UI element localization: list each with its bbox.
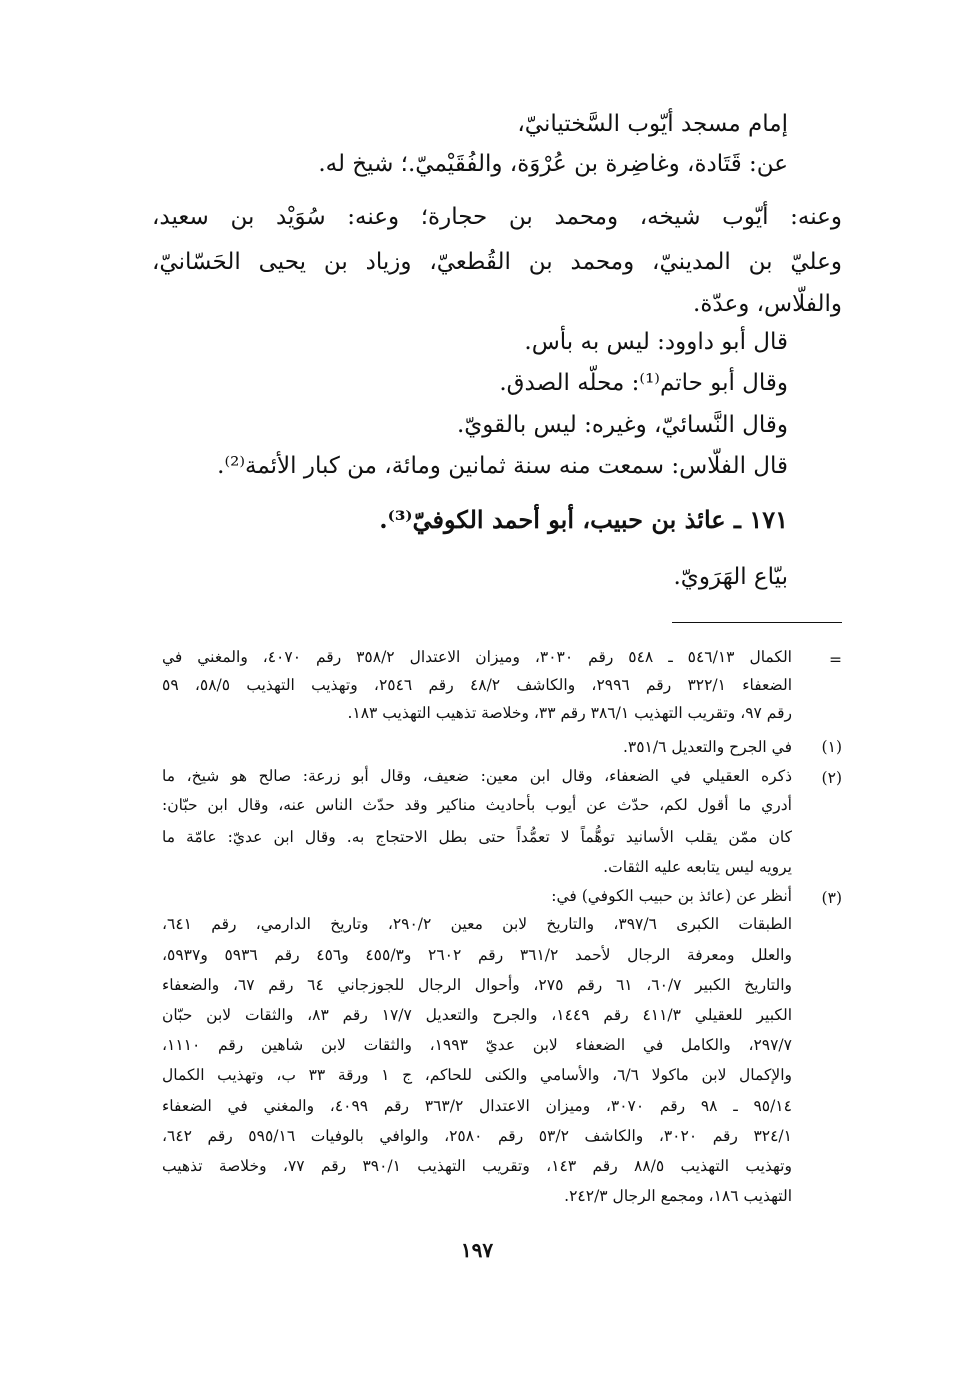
footnote-line: في الجرح والتعديل ٣٥١/٦. (622, 738, 792, 756)
body-line: عن: قَتَادة، وغاضِرة بن عُرْوَة، والفُقَيْميّ.؛ شيخ له. (318, 151, 788, 177)
footnote-line: أدري ما أقول لكم، حدّث عن أيوب بأحاديث مناكير وقد حدّث الناس عنه، وقال ابن حبّان: (162, 796, 792, 814)
page-number: ١٩٧ (460, 1238, 494, 1262)
footnote-line: ٩٥/١٤ ـ ٩٨ رقم ٣٠٧٠، وميزان الاعتدال ٣٦٣/٢ رقم ٤٠٩٩، والمغني في الضعفاء (162, 1097, 792, 1115)
body-line: وعنه: أيّوب شيخه، ومحمد بن حجارة؛ وعنه: سُوَيْد بن سعيد، (152, 204, 842, 230)
footnote-line: التهذيب ١٨٦، ومجمع الرجال ٢٤٢/٣. (564, 1187, 792, 1205)
footnote-line: الضعفاء ٣٢٢/١ رقم ٢٩٩٦، والكاشف ٤٨/٢ رقم ٢٥٤٦، وتهذيب التهذيب ٥٨/٥، ٥٩ (162, 676, 792, 694)
footnote-line: يرويه ليس يتابعه عليه الثقات. (603, 858, 792, 876)
footnote-line: رقم ٩٧، وتقريب التهذيب ٣٨٦/١ رقم ٣٣، وخلاصة تذهيب التهذيب ١٨٣. (347, 704, 792, 722)
body-line: قال الفلّاس: سمعت منه سنة ثمانين ومائة، من كبار الأئمة⁽²⁾. (217, 453, 788, 479)
footnote-line: ٣٢٤/١ رقم ٣٠٢٠، والكاشف ٥٣/٢ رقم ٢٥٨٠، والوافي بالوفيات ٥٩٥/١٦ رقم ٦٤٢، (162, 1127, 792, 1145)
footnote-line: الكمال ٥٤٦/١٣ ـ ٥٤٨ رقم ٣٠٣٠، وميزان الاعتدال ٣٥٨/٢ رقم ٤٠٧٠، والمغني في (162, 648, 792, 666)
body-line: وقال أبو حاتم⁽¹⁾: محلّه الصدق. (499, 370, 788, 396)
body-line: والفلّاس، وعدّة. (693, 291, 842, 317)
footnote-line: كان ممّن يقلب الأسانيد توهُّماً لا تعمُّداً حتى بطل الاحتجاج به. وقال ابن عديّ: عامّة ما (162, 828, 792, 846)
footnote-line: ٢٩٧/٧، والكامل في الضعفاء لابن عديّ ١٩٩٣، والثقات لابن شاهين رقم ١١١٠، (162, 1036, 792, 1054)
footnote-line: والإكمال لابن ماكولا ٦/٦، والأسامي والكنى للحاكم، ج ١ ورقة ٣٣ ب، وتهذيب الكمال (162, 1066, 792, 1084)
footnote-marker-3: (٣) (821, 889, 842, 907)
entry-subline: بيّاع الهَرَويّ. (673, 564, 788, 590)
footnote-marker-2: (٢) (821, 769, 842, 787)
body-line: إمام مسجد أيّوب السَّختيانيّ، (517, 111, 788, 137)
footnote-line: وتهذيب التهذيب ٨٨/٥ رقم ١٤٣، وتقريب التهذيب ٣٩٠/١ رقم ٧٧، وخلاصة تذهيب (162, 1157, 792, 1175)
body-line: وقال النَّسائيّ، وغيره: ليس بالقويّ. (456, 412, 788, 438)
footnote-line: والتاريخ الكبير ٦٠/٧، ٦١ رقم ٢٧٥، وأحوال الرجال للجوزجاني ٦٤ رقم ٦٧، والضعفاء (162, 976, 792, 994)
footnote-line: ذكره العقيلي في الضعفاء، وقال ابن معين: ضعيف، وقال أبو زرعة: صالح هو شيخ، ما (162, 767, 792, 785)
body-line: قال أبو داوود: ليس به بأس. (524, 329, 788, 355)
footnote-line: أنظر عن (عائذ بن حبيب الكوفي) في: (551, 887, 792, 905)
footnote-line: والعلل ومعرفة الرجال لأحمد ٣٦١/٢ رقم ٢٦٠٢ و٤٥٥/٣ و٤٥٦ رقم ٥٩٣٦ و٥٩٣٧، (162, 946, 792, 964)
footnote-line: الكبير للعقيلي ٤١١/٣ رقم ١٤٤٩، والجرح والتعديل ١٧/٧ رقم ٨٣، والثقات لابن حبّان (162, 1006, 793, 1024)
footnote-line: الطبقات الكبرى ٣٩٧/٦، والتاريخ لابن معين ٢٩٠/٢، وتاريخ الدارمي، رقم ٦٤١، (162, 915, 792, 933)
footnote-separator (672, 622, 842, 623)
entry-heading: ١٧١ ـ عائذ بن حبيب، أبو أحمد الكوفيّ⁽³⁾. (379, 505, 788, 534)
body-line: وعليّ بن المدينيّ، ومحمد بن القُطعيّ، وزياد بن يحيى الحَسّانيّ، (152, 249, 842, 275)
footnote-marker-1: (١) (821, 738, 842, 756)
footnote-continuation-marker: = (829, 651, 842, 669)
